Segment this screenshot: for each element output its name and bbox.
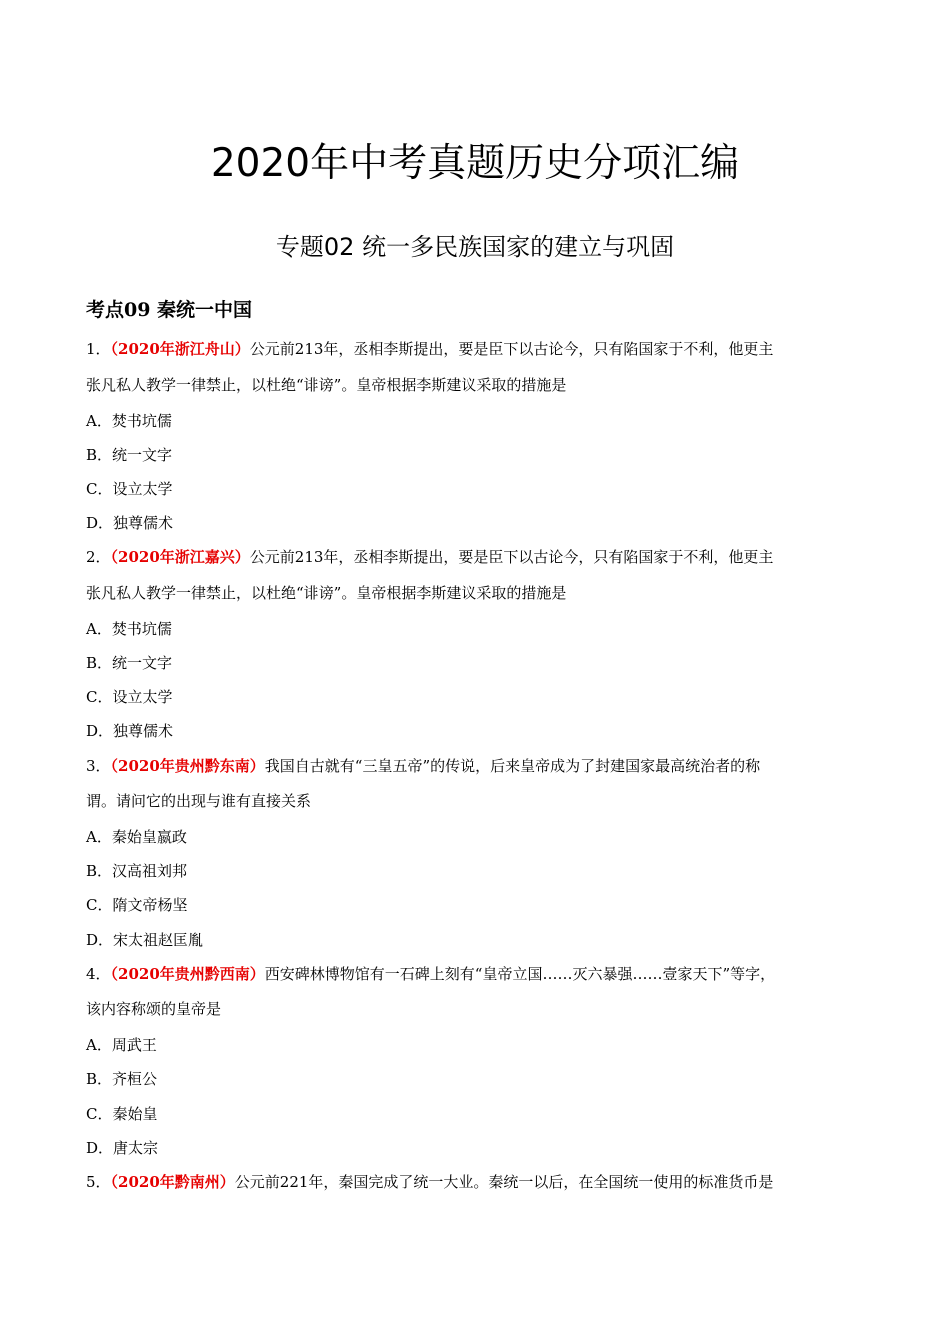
question-source: （2020年浙江舟山） bbox=[110, 340, 250, 358]
question-1-option-d: D．独尊儒术 bbox=[86, 514, 174, 533]
question-4-option-d: D．唐太宗 bbox=[86, 1138, 159, 1157]
question-4-option-a: A．周武王 bbox=[86, 1036, 157, 1055]
question-1-option-b: B．统一文字 bbox=[86, 445, 173, 464]
question-number: 3． bbox=[86, 756, 111, 775]
question-source: （2020年贵州黔西南） bbox=[110, 964, 265, 983]
question-4-stem bbox=[86, 957, 866, 992]
question-4-option-b: B．齐桓公 bbox=[86, 1070, 158, 1089]
question-number: 4． bbox=[86, 964, 111, 983]
question-5-stem bbox=[86, 1165, 866, 1200]
question-text: 公元前221年，秦国完成了统一大业。秦统一以后，在全国统一使用的标准货币是 bbox=[234, 1173, 774, 1191]
question-3-option-a: A．秦始皇嬴政 bbox=[86, 828, 187, 846]
page-title: 2020年中考真题历史分项汇编 bbox=[210, 141, 740, 186]
question-text: 我国自古就有“三皇五帝”的传说，后来皇帝成为了封建国家最高统治者的称 bbox=[264, 756, 761, 775]
question-3-option-b: B．汉高祖刘邦 bbox=[86, 862, 188, 881]
question-2-stem bbox=[86, 540, 866, 575]
question-1-option-a: A．焚书坑儒 bbox=[86, 411, 172, 430]
question-number: 1． bbox=[86, 340, 111, 358]
question-text: 西安碑林博物馆有一石碑上刻有“皇帝立国……灭六暴强……壹家天下”等字， bbox=[264, 964, 776, 983]
question-2-option-a: A．焚书坑儒 bbox=[86, 619, 172, 638]
question-source: （2020年浙江嘉兴） bbox=[110, 548, 250, 567]
question-2-option-b: B．统一文字 bbox=[86, 653, 173, 672]
question-source: （2020年贵州黔东南） bbox=[110, 756, 265, 775]
question-3-option-c: C．隋文帝杨坚 bbox=[86, 896, 188, 915]
question-2-option-c: C．设立太学 bbox=[86, 688, 173, 707]
question-1-option-c: C．设立太学 bbox=[86, 479, 173, 498]
question-3-stem-cont: 谓。请问它的出现与谁有直接关系 bbox=[86, 792, 312, 810]
question-2-stem-cont: 张凡私人教学一律禁止，以杜绝“诽谤”。皇帝根据李斯建议采取的措施是 bbox=[86, 583, 567, 602]
question-text: 公元前213年，丞相李斯提出，要是臣下以古论今，只有陷国家于不利，他更主 bbox=[249, 548, 774, 567]
question-2-option-d: D．独尊儒术 bbox=[86, 722, 174, 741]
question-1-stem-cont: 张凡私人教学一律禁止，以杜绝“诽谤”。皇帝根据李斯建议采取的措施是 bbox=[86, 375, 567, 394]
question-4-option-c: C．秦始皇 bbox=[86, 1104, 158, 1123]
question-list bbox=[86, 332, 866, 1200]
question-text: 公元前213年，丞相李斯提出，要是臣下以古论今，只有陷国家于不利，他更主 bbox=[249, 340, 774, 358]
question-3-stem bbox=[86, 749, 866, 784]
question-number: 5． bbox=[86, 1173, 111, 1191]
page-subtitle: 专题02 统一多民族国家的建立与巩固 bbox=[275, 233, 675, 261]
question-1-stem bbox=[86, 332, 866, 367]
question-source: （2020年黔南州） bbox=[110, 1173, 235, 1191]
section-heading: 考点09 秦统一中国 bbox=[86, 299, 253, 321]
question-4-stem-cont: 该内容称颂的皇帝是 bbox=[86, 1000, 222, 1019]
question-number: 2． bbox=[86, 548, 111, 567]
question-3-option-d: D．宋太祖赵匡胤 bbox=[86, 930, 204, 949]
